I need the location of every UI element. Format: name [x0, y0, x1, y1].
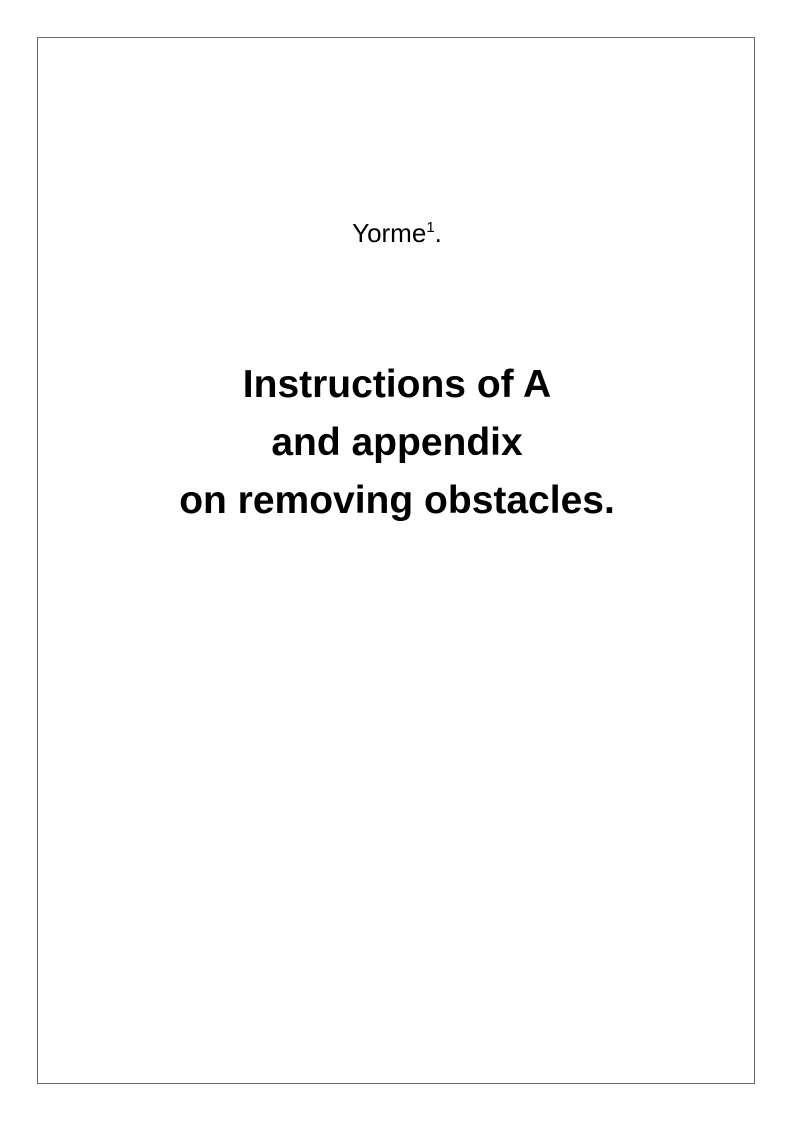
document-title: [0, 356, 794, 530]
title-line-3: on removing obstacles.: [179, 479, 615, 522]
page-border: [37, 37, 755, 1084]
author-trailing-period: .: [434, 218, 442, 248]
footnote-reference[interactable]: 1: [426, 219, 435, 236]
author-line: [0, 216, 794, 250]
title-line-1: Instructions of A: [242, 363, 552, 406]
title-line-2: and appendix: [271, 421, 523, 464]
author-name: Yorme: [352, 218, 427, 248]
